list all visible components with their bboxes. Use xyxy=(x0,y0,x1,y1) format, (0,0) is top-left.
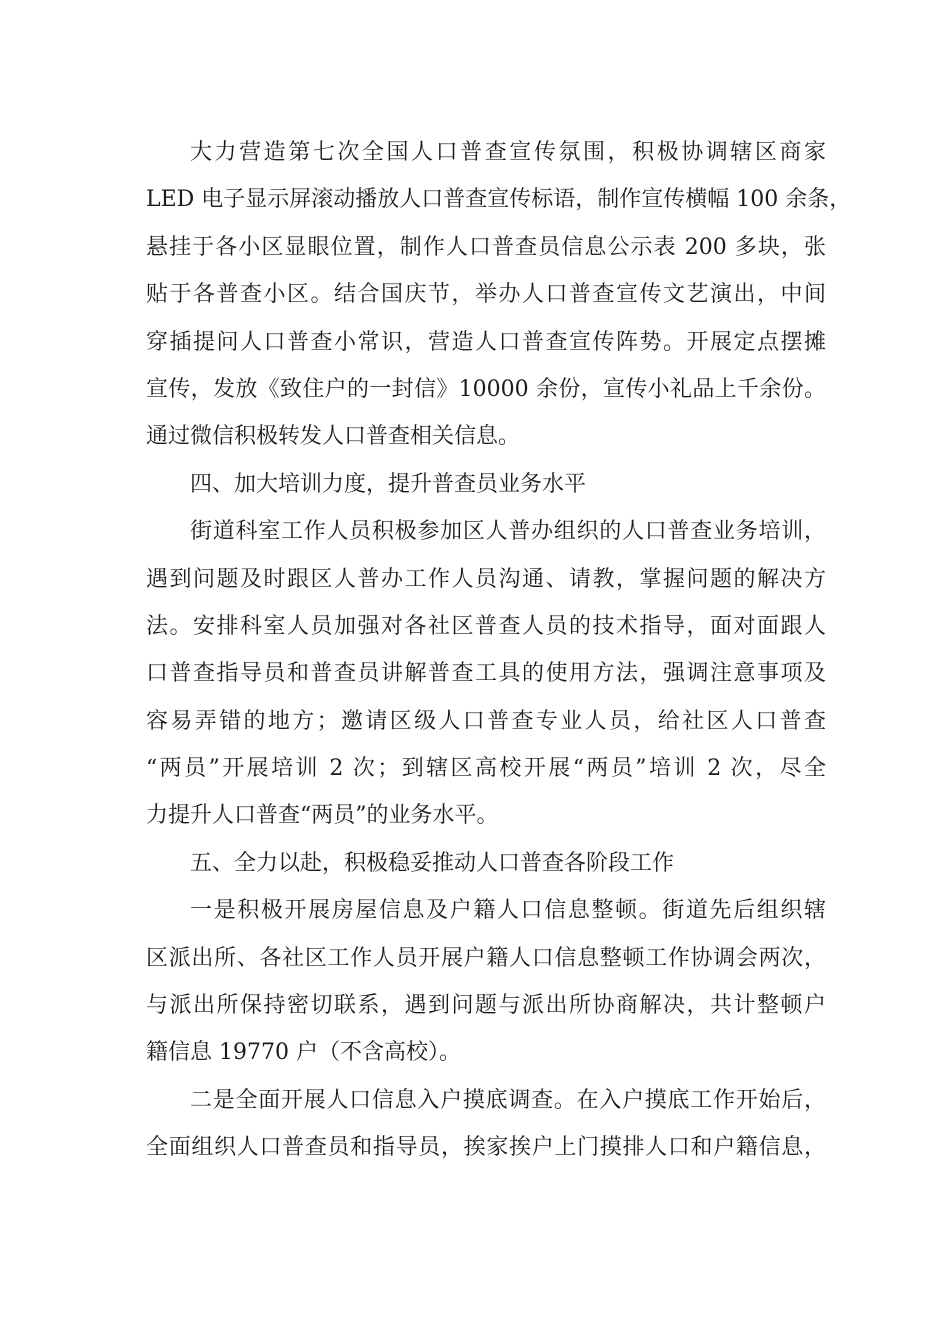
text-line: 遇到问题及时跟区人普办工作人员沟通、请教，掌握问题的解决方 xyxy=(146,566,826,592)
text-line: 全面组织人口普查员和指导员，挨家挨户上门摸排人口和户籍信息， xyxy=(146,1135,826,1161)
text-line: 悬挂于各小区显眼位置，制作人口普查员信息公示表 200 多块，张 xyxy=(146,234,826,260)
text-line: “两员”开展培训 2 次；到辖区高校开展“两员”培训 2 次，尽全 xyxy=(146,756,826,782)
text-line: 四、加大培训力度，提升普查员业务水平 xyxy=(190,471,587,497)
text-line: 街道科室工作人员积极参加区人普办组织的人口普查业务培训， xyxy=(190,519,826,545)
text-line: 通过微信积极转发人口普查相关信息。 xyxy=(146,424,521,450)
text-line: 大力营造第七次全国人口普查宣传氛围，积极协调辖区商家 xyxy=(190,140,826,165)
text-line: 口普查指导员和普查员讲解普查工具的使用方法，强调注意事项及 xyxy=(146,661,826,687)
text-line: 与派出所保持密切联系，遇到问题与派出所协商解决，共计整顿户 xyxy=(146,993,826,1019)
text-line: 容易弄错的地方；邀请区级人口普查专业人员，给社区人口普查 xyxy=(146,708,826,734)
text-line: 籍信息 19770 户（不含高校）。 xyxy=(146,1040,461,1066)
text-line: 法。安排科室人员加强对各社区普查人员的技术指导，面对面跟人 xyxy=(146,613,826,639)
text-line: 力提升人口普查“两员”的业务水平。 xyxy=(146,803,499,829)
text-line: 五、全力以赴，积极稳妥推动人口普查各阶段工作 xyxy=(190,850,675,876)
text-line: 穿插提问人口普查小常识，营造人口普查宣传阵势。开展定点摆摊 xyxy=(146,329,826,355)
text-line: 一是积极开展房屋信息及户籍人口信息整顿。街道先后组织辖 xyxy=(190,898,826,924)
text-line: 宣传，发放《致住户的一封信》10000 余份，宣传小礼品上千余份。 xyxy=(146,376,826,402)
text-line: LED 电子显示屏滚动播放人口普查宣传标语，制作宣传横幅 100 余条， xyxy=(146,187,852,213)
text-line: 贴于各普查小区。结合国庆节，举办人口普查宣传文艺演出，中间 xyxy=(146,282,826,308)
text-line: 区派出所、各社区工作人员开展户籍人口信息整顿工作协调会两次， xyxy=(146,945,826,971)
text-line: 二是全面开展人口信息入户摸底调查。在入户摸底工作开始后， xyxy=(190,1087,826,1113)
body-text xyxy=(146,129,852,1172)
